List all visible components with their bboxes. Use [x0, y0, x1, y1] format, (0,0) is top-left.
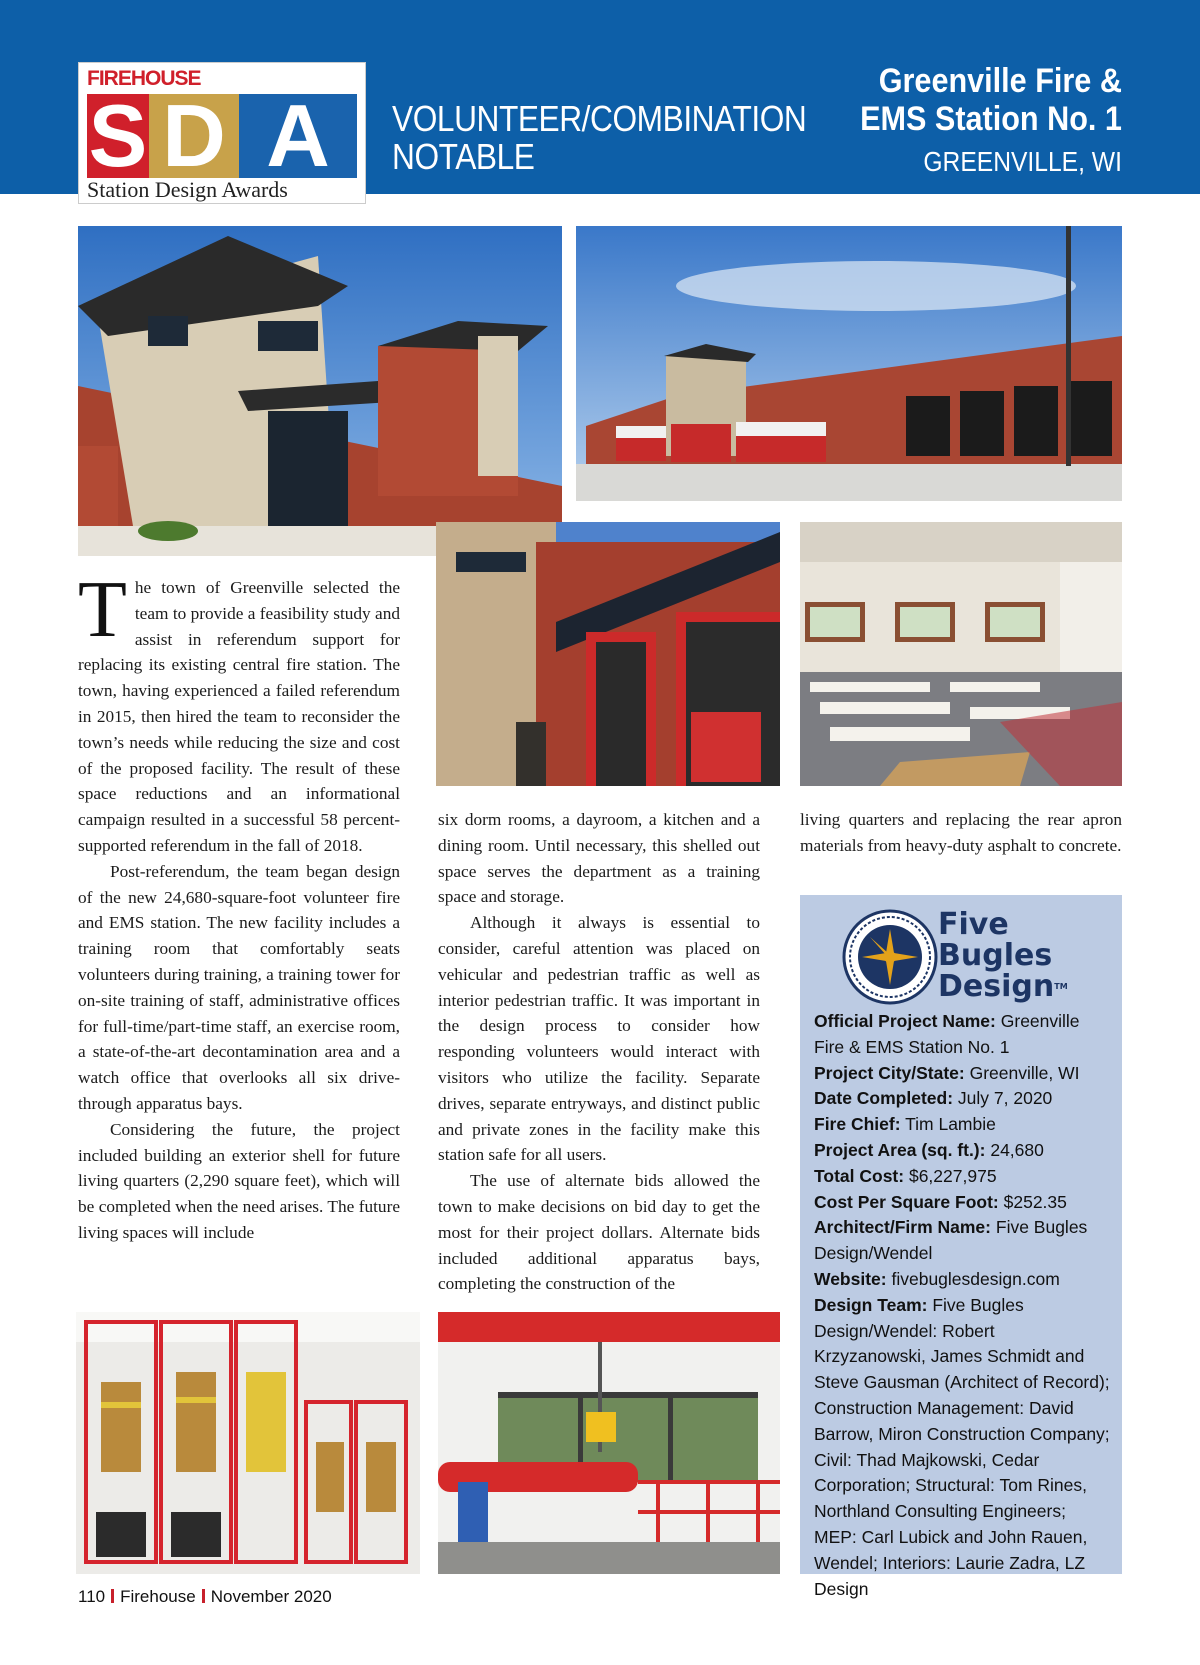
photo-hoist [438, 1312, 780, 1574]
page-footer [78, 1587, 332, 1607]
magazine-name: Firehouse [120, 1587, 196, 1606]
category-line-1: VOLUNTEER/COMBINATION [392, 98, 807, 139]
brand-line-1: Five [938, 907, 1009, 942]
fact-architect: Architect/Firm Name: Five Bugles Design/Wendel [814, 1217, 1088, 1264]
article-paragraph: The use of alternate bids allowed the town to make decisions on bid day to get the most for their project dollars. Alternate bids included additional apparatus bays, completing the construction of the [438, 1171, 760, 1294]
trademark-mark: TM [1054, 982, 1068, 991]
brand-line-3: DesignTM [938, 969, 1068, 1004]
issue-date: November 2020 [210, 1587, 332, 1606]
photo-bays-exterior [576, 226, 1122, 501]
article-paragraph: living quarters and replacing the rear apron materials from heavy-duty asphalt to concrete. [800, 810, 1122, 855]
logo-letter-d: D [149, 94, 239, 178]
photo-gear-lockers [76, 1312, 420, 1574]
category-line-2: NOTABLE [392, 136, 535, 177]
photo-entrance [78, 226, 562, 556]
logo-letters [87, 86, 357, 185]
bugles-emblem-icon [842, 909, 938, 1005]
logo-brand: FIREHOUSE [87, 67, 201, 90]
article-paragraph: Considering the future, the project included building an exterior shell for future living quarters (2,290 square feet), which will be completed when the need arises. The future living spaces will include [78, 1119, 400, 1242]
article-paragraph-text: he town of Greenville selected the team to provide a feasibility study and assist in referendum support for replacing its existing central fire station. The town, having experienced a failed referendum in 2015, then hired the team to reconsider the town’s needs while reducing the size and cost of the proposed facility. The result of these space reductions and an informational campaign resulted in a successful 58 percent-supported referendum in the fall of 2018. [78, 578, 400, 855]
award-category [392, 98, 807, 177]
sda-logo [78, 62, 366, 204]
project-facts [814, 1009, 1110, 1602]
project-facts-sidebar [800, 895, 1122, 1599]
footer-divider [202, 1589, 205, 1603]
article-column-3 [800, 807, 1122, 859]
station-title [831, 62, 1122, 180]
five-bugles-logo [842, 909, 1082, 1009]
article-paragraph: Post-referendum, the team began design of the new 24,680-square-foot volunteer fire and EMS station. The new facility includes a training room that comfortably seats volunteers during training, a training tower for on-site training of staff, administrative offices for full-time/part-time staff, an exercise room, a state-of-the-art decontamination area and a watch office that overlooks all six drive-through apparatus bays. [78, 861, 401, 1113]
logo-letter-a: A [239, 94, 357, 178]
fact-design-team: Design Team: Five Bugles Design/Wendel: Robert Krzyzanowski, James Schmidt and Steve Gausman (Architect of Record); Construction Management: David Barrow, Miron Construction Company; Civil: Thad Majkowski, Cedar Corporation; Structural: Tom Rines, Northland Consulting Engineers; MEP: Carl Lubick and John Rauen, Wendel; Interiors: Laurie Zadra, LZ Design [814, 1294, 1110, 1599]
page-number: 110 [78, 1587, 106, 1606]
fact-city-state: Project City/State: Greenville, WI [814, 1062, 1080, 1083]
fact-total-cost: Total Cost: $6,227,975 [814, 1165, 997, 1186]
fact-project-area: Project Area (sq. ft.): 24,680 [814, 1139, 1044, 1160]
photo-bay-doors [436, 522, 780, 786]
station-location: GREENVILLE, WI [923, 146, 1122, 177]
station-name-line-2: EMS Station No. 1 [860, 100, 1122, 138]
article-column-1 [78, 566, 401, 1246]
fact-project-name: Official Project Name: Greenville Fire & EMS Station No. 1 [814, 1011, 1080, 1057]
logo-letter-s: S [88, 86, 148, 185]
article-paragraph: Although it always is essential to consider, careful attention was placed on vehicular and pedestrian traffic as well as interior pedestrian traffic. It was important in the design process to consider how responding volunteers would interact with visitors who utilize the facility. Separate drives, separate entryways, and distinct public and private zones in the facility make this station safe for all users. [438, 913, 760, 1165]
article-paragraph [78, 566, 400, 859]
station-name-line-1: Greenville Fire & [878, 62, 1122, 100]
fact-fire-chief: Fire Chief: Tim Lambie [814, 1114, 996, 1135]
article-paragraph: six dorm rooms, a dayroom, a kitchen and a dining room. Until necessary, this shelled out space serves the department as a training space and storage. [438, 810, 760, 907]
fact-website: Website: fivebuglesdesign.com [814, 1268, 1060, 1289]
brand-line-2: Bugles [938, 938, 1053, 973]
drop-cap: T [78, 566, 127, 654]
fact-date-completed: Date Completed: July 7, 2020 [814, 1088, 1053, 1109]
footer-divider [111, 1589, 114, 1603]
five-bugles-brand [938, 909, 1068, 1002]
photo-training-room [800, 522, 1122, 786]
fact-cost-per-sq-ft: Cost Per Square Foot: $252.35 [814, 1191, 1067, 1212]
article-column-2 [438, 807, 760, 1297]
logo-tagline: Station Design Awards [87, 177, 288, 202]
